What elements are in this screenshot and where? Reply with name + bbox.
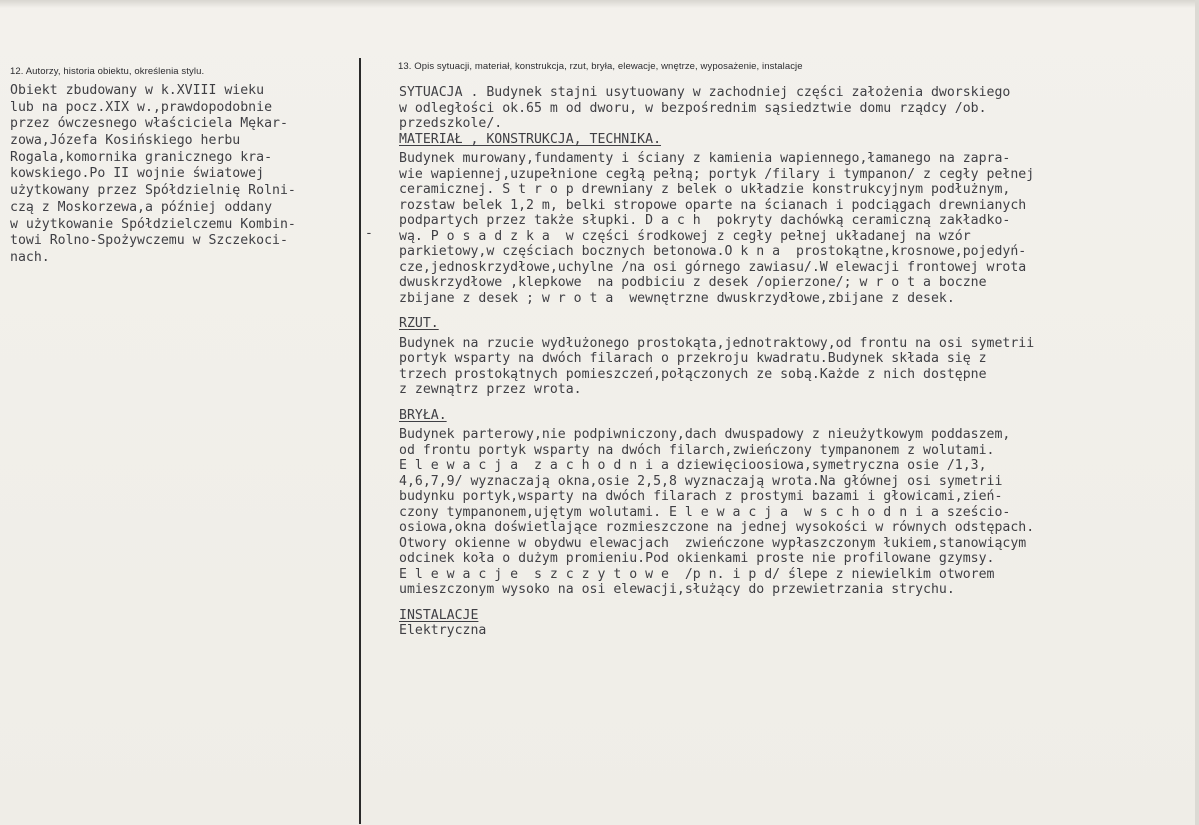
section-heading: BRYŁA. — [399, 407, 447, 423]
margin-hyphen: - — [365, 226, 373, 241]
left-text-line: czą z Moskorzewa,a później oddany — [10, 199, 273, 215]
right-text-line: Budynek murowany,fundamenty i ściany z kamienia wapiennego,łamanego na zapra- — [399, 151, 1011, 166]
right-text-line: podpartych przez także słupki. D a c h pokryty dachówką ceramiczną zakładko- — [399, 213, 1011, 228]
left-text-line: nach. — [10, 249, 50, 265]
right-text-line: Otwory okienne w obydwu elewacjach zwieńczone wypłaszczonym łukiem,stanowiącym — [399, 535, 1027, 551]
right-text-line: Budynek na rzucie wydłużonego prostokąta,jednotraktowy,od frontu na osi symetrii — [399, 335, 1035, 351]
right-text-line: Budynek parterowy,nie podpiwniczony,dach dwuspadowy z nieużytkowym poddaszem, — [399, 427, 1011, 442]
right-text-line: rozstaw belek 1,2 m, belki stropowe oparte na ścianach i podciągach drewnianych — [399, 197, 1027, 213]
section-heading: MATERIAŁ , KONSTRUKCJA, TECHNIKA. — [399, 131, 662, 147]
left-text-line: Obiekt zbudowany w k.XVIII wieku — [10, 83, 265, 98]
column-divider — [359, 58, 361, 824]
left-text-line: użytkowany przez Spółdzielnię Rolni- — [10, 183, 296, 199]
section-heading: INSTALACJE — [399, 607, 479, 623]
right-text-line: cze,jednoskrzydłowe,uchylne /na osi górnego zawiasu/.W elewacji frontowej wrota — [399, 259, 1027, 275]
right-text-line: 4,6,7,9/ wyznaczają okna,osie 2,5,8 wyznaczają wrota.Na głównej osi symetrii — [399, 473, 1003, 489]
right-text-line: odcinek koła o dużym promieniu.Pod okienkami proste nie profilowane gzymsy. — [399, 551, 995, 566]
left-text-line: zowa,Józefa Kosińskiego herbu — [10, 133, 241, 149]
right-text-line: SYTUACJA . Budynek stajni usytuowany w zachodniej części założenia dworskiego — [399, 85, 1011, 100]
right-text-line: dwuskrzydłowe ,klepkowe na podbiciu z desek /opierzone/; w r o t a boczne — [399, 275, 987, 290]
right-text-line: w odległości ok.65 m od dworu, w bezpośrednim sąsiedztwie domu rządcy /ob. — [399, 100, 987, 116]
left-text-line: towi Rolno-Spożywczemu w Szczekoci- — [10, 233, 288, 249]
left-text-line: lub na pocz.XIX w.,prawdopodobnie — [10, 99, 273, 115]
left-text-line: Rogala,komornika granicznego kra- — [10, 149, 273, 165]
right-text-line: trzech prostokątnych pomieszczeń,połączonych ze sobą.Każde z nich dostępne — [399, 366, 987, 382]
page-top-shadow — [0, 0, 1199, 8]
right-text-line: E l e w a c j e s z c z y t o w e /p n. i p d/ ślepe z niewielkim otworem — [399, 566, 995, 582]
page-right-edge — [1195, 0, 1199, 825]
section-spacer — [399, 306, 1194, 316]
right-text-line: umieszczonym wysoko na osi elewacji,służący do przewietrzania strychu. — [399, 582, 955, 597]
right-text-line: portyk wsparty na dwóch filarach o przekroju kwadratu.Budynek składa się z — [399, 351, 987, 366]
right-text-line: wą. P o s a d z k a w części środkowej z cegły pełnej układanej na wzór — [399, 228, 971, 244]
right-text-line: budynku portyk,wsparty na dwóch filarach z prostymi bazami i głowicami,zień- — [399, 489, 1003, 504]
right-text-line: Elektryczna — [399, 623, 487, 638]
right-text-line: osiowa,okna doświetlające rozmieszczone na jednej wysokości w równych odstępach. — [399, 520, 1035, 535]
right-text-line: E l e w a c j a z a c h o d n i a dziewięcioosiowa,symetryczna osie /1,3, — [399, 458, 987, 473]
left-column-text — [10, 83, 355, 267]
section-spacer — [399, 598, 1194, 608]
left-text-line: kowskiego.Po II wojnie światowej — [10, 166, 265, 182]
right-text-line: wie wapiennej,uzupełnione cegłą pełną; portyk /filary i tympanon/ z cegły pełnej — [399, 166, 1035, 182]
right-text-line: parkietowy,w częściach bocznych betonowa.O k n a prostokątne,krosnowe,pojedyń- — [399, 244, 1027, 259]
right-text-line: ceramicznej. S t r o p drewniany z belek o układzie konstrukcyjnym podłużnym, — [399, 182, 1011, 197]
section-spacer — [399, 398, 1194, 408]
right-text-line: czony tympanonem,ujętym wolutami. E l e w a c j a w s c h o d n i a sześcio- — [399, 504, 1011, 520]
right-column-header: 13. Opis sytuacji, materiał, konstrukcja, rzut, bryła, elewacje, wnętrze, wyposażenie, instalacje — [398, 61, 803, 72]
section-heading: RZUT. — [399, 316, 439, 331]
right-text-line: od frontu portyk wsparty na dwóch filarch,zwieńczony tympanonem z wolutami. — [399, 442, 995, 458]
left-text-line: w użytkowanie Spółdzielczemu Kombin- — [10, 216, 296, 232]
right-text-line: z zewnątrz przez wrota. — [399, 382, 582, 397]
left-text-line: przez ówczesnego właściciela Mękar- — [10, 116, 288, 132]
right-text-line: przedszkole/. — [399, 116, 503, 131]
right-column-text — [399, 85, 1194, 639]
right-text-line: zbijane z desek ; w r o t a wewnętrzne dwuskrzydłowe,zbijane z desek. — [399, 290, 955, 306]
left-column-header: 12. Autorzy, historia obiektu, określenia stylu. — [10, 66, 205, 77]
